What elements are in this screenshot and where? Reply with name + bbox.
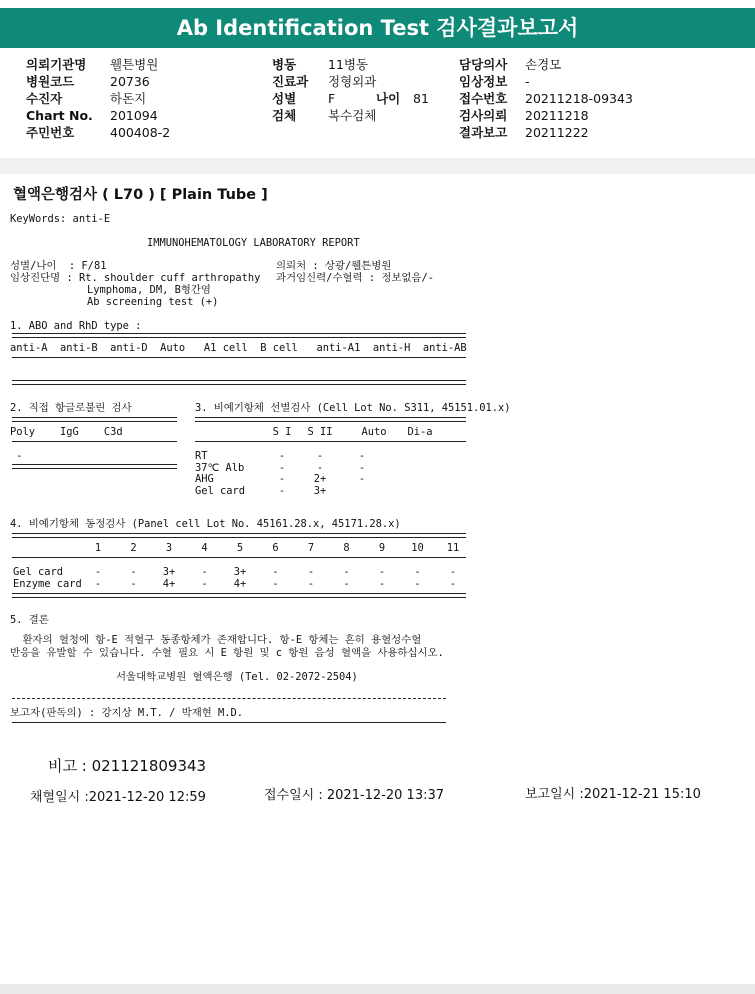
panel-result-cell: -	[378, 577, 386, 590]
panel-result-cell: -	[414, 577, 421, 590]
age-label: 나이	[376, 91, 401, 106]
panel-result-cell: 4+	[233, 577, 247, 590]
bottom-bar	[0, 984, 755, 994]
specimen-value: 복수검체	[328, 108, 377, 123]
screening-result-cell: -	[278, 450, 286, 462]
panel-cell-header: 2	[130, 542, 137, 554]
header-col-3	[459, 56, 633, 141]
blood-bank-contact: 서울대학교병원 혈액은행 (Tel. 02-2072-2504)	[116, 671, 358, 683]
report-date-value: 20211222	[525, 125, 589, 140]
panel-result-cell: -	[307, 577, 315, 590]
section-title: 혈액은행검사 ( L70 ) [ Plain Tube ]	[13, 187, 268, 203]
screening-col-header: S I	[272, 426, 292, 438]
conclusion-line-1: 환자의 혈청에 항-E 적혈구 동종항체가 존재합니다. 항-E 항체는 흔히 용혈성수혈	[10, 634, 422, 646]
screening-result-cell: -	[358, 461, 366, 474]
panel-cell-header: 9	[378, 542, 386, 554]
receipt-no-value: 20211218-09343	[525, 91, 633, 106]
panel-cell-header: 11	[446, 542, 460, 554]
screening-phase-label: 37℃ Alb	[195, 461, 245, 474]
panel-result-cell: 4+	[162, 577, 176, 590]
chart-no-value: 201094	[110, 108, 158, 123]
department-value: 정형외과	[328, 74, 377, 89]
panel-cell-header: 4	[201, 542, 208, 554]
request-date-label: 검사의뢰	[459, 108, 508, 123]
hospital-label: 의뢰기관명	[26, 57, 87, 72]
panel-result-cell: -	[449, 577, 457, 590]
double-rule	[12, 464, 177, 469]
referral: 의뢰처 : 상광/웰튼병원	[276, 260, 392, 272]
report-title-banner: Ab Identification Test 검사결과보고서	[0, 8, 755, 48]
double-rule	[12, 593, 466, 598]
screening-result-cell: -	[278, 484, 286, 497]
patient-sex-age: 성별/나이 : F/81	[10, 260, 107, 272]
screening-col-header: Auto	[361, 426, 387, 438]
screening-col-header: S II	[307, 426, 333, 438]
header-col-2	[272, 56, 429, 124]
screening-result-cell: 3+	[313, 484, 327, 497]
panel-result-cell: -	[201, 577, 208, 590]
doctor-value: 손경모	[525, 57, 562, 72]
conclusion-line-2: 반응을 유발할 수 있습니다. 수혈 필요 시 E 항원 및 c 항원 음성 혈액을 사용하십시오.	[10, 647, 444, 659]
screening-title: 3. 비예기항체 선별검사 (Cell Lot No. S311, 45151.01.x)	[195, 402, 511, 414]
panel-result-cell: -	[94, 566, 102, 578]
single-rule	[12, 441, 177, 442]
resident-no-value: 400408-2	[110, 125, 171, 140]
keywords: KeyWords: anti-E	[10, 213, 111, 225]
screening-result-cell: 2+	[313, 473, 327, 485]
screening-phase-label: AHG	[195, 473, 214, 485]
history: 과거임신력/수혈력 : 정보없음/-	[276, 272, 434, 284]
doctor-label: 담당의사	[459, 57, 508, 72]
screening-phase-label: RT	[195, 450, 208, 462]
clinical-info-label: 임상정보	[459, 74, 508, 89]
hospital-code-value: 20736	[110, 74, 150, 89]
panel-cell-header: 5	[236, 542, 244, 554]
receipt-no-label: 접수번호	[459, 91, 508, 106]
screening-result-cell: -	[358, 473, 366, 485]
panel-result-cell: -	[449, 566, 457, 578]
dat-title: 2. 직접 항글로불린 검사	[10, 402, 132, 414]
clinical-info-value: -	[525, 74, 530, 89]
panel-result-cell: 3+	[162, 566, 176, 578]
diagnosis-line-3: Ab screening test (+)	[87, 296, 219, 308]
specimen-label: 검체	[272, 108, 297, 123]
request-date-value: 20211218	[525, 108, 589, 123]
department-label: 진료과	[272, 74, 309, 89]
panel-cell-header: 1	[94, 542, 102, 554]
panel-cell-header: 8	[343, 542, 350, 554]
diagnosis: 임상진단명 : Rt. shoulder cuff arthropathy	[10, 272, 261, 284]
screening-result-cell: -	[316, 461, 324, 474]
double-rule	[12, 533, 466, 538]
chart-no-label: Chart No.	[26, 108, 93, 123]
panel-result-cell: -	[414, 566, 421, 578]
screening-result-cell: -	[316, 450, 324, 462]
single-rule	[12, 557, 466, 558]
remark: 비고 : 021121809343	[48, 757, 207, 775]
panel-result-cell: -	[130, 566, 137, 578]
sex-label: 성별	[272, 91, 297, 106]
single-rule	[12, 357, 466, 358]
panel-cell-header: 10	[411, 542, 424, 554]
lab-report-title: IMMUNOHEMATOLOGY LABORATORY REPORT	[147, 237, 360, 249]
reporter: 보고자(판독의) : 강지상 M.T. / 박재현 M.D.	[10, 707, 244, 719]
panel-result-cell: -	[378, 566, 386, 578]
panel-result-cell: -	[343, 566, 350, 578]
diagnosis-line-2: Lymphoma, DM, B형간염	[87, 284, 211, 296]
abo-rhd-title: 1. ABO and RhD type :	[10, 320, 142, 332]
panel-result-cell: -	[343, 577, 350, 590]
age-value: 81	[413, 91, 429, 106]
dat-headers: Poly IgG C3d	[10, 426, 123, 438]
panel-result-cell: -	[272, 577, 279, 590]
resident-no-label: 주민번호	[26, 125, 75, 140]
hospital-value: 웰튼병원	[110, 57, 159, 72]
panel-result-cell: -	[272, 566, 279, 578]
panel-result-cell: -	[130, 577, 137, 590]
hospital-code-label: 병원코드	[26, 74, 75, 89]
screening-result-cell: -	[358, 450, 366, 462]
panel-result-cell: 3+	[233, 566, 247, 578]
patient-value: 하돈지	[110, 91, 147, 106]
panel-result-cell: -	[307, 566, 315, 578]
ward-value: 11병동	[328, 57, 369, 72]
single-rule	[195, 441, 466, 442]
header-col-1	[26, 56, 170, 141]
panel-cell-header: 7	[307, 542, 315, 554]
dashed-rule	[12, 698, 446, 699]
panel-title: 4. 비예기항체 동정검사 (Panel cell Lot No. 45161.28.x, 45171.28.x)	[10, 518, 401, 530]
screening-phase-label: Gel card	[195, 484, 246, 497]
sex-value: F	[328, 91, 336, 106]
abo-headers: anti-A anti-B anti-D Auto A1 cell B cell anti-A1 anti-H anti-AB	[10, 342, 467, 354]
screening-result-cell: -	[278, 461, 286, 474]
header-divider	[0, 158, 755, 174]
panel-cell-header: 3	[165, 542, 173, 554]
double-rule	[12, 380, 466, 385]
single-rule	[12, 722, 446, 723]
conclusion-title: 5. 결론	[10, 614, 49, 626]
panel-cell-header: 6	[272, 542, 279, 554]
dat-values: -	[10, 450, 23, 462]
panel-method-label: Enzyme card	[13, 577, 82, 590]
panel-result-cell: -	[201, 566, 208, 578]
double-rule	[12, 333, 466, 338]
double-rule	[195, 417, 466, 422]
screening-result-cell: -	[278, 473, 286, 485]
report-time: 보고일시 :2021-12-21 15:10	[525, 787, 701, 802]
ward-label: 병동	[272, 57, 297, 72]
panel-method-label: Gel card	[13, 566, 64, 578]
panel-result-cell: -	[94, 577, 102, 590]
report-date-label: 결과보고	[459, 125, 508, 140]
receipt-time: 접수일시 : 2021-12-20 13:37	[264, 788, 445, 803]
double-rule	[12, 417, 177, 422]
collection-time: 채혈일시 :2021-12-20 12:59	[30, 790, 206, 805]
screening-col-header: Di-a	[407, 426, 433, 438]
patient-label: 수진자	[26, 91, 63, 106]
